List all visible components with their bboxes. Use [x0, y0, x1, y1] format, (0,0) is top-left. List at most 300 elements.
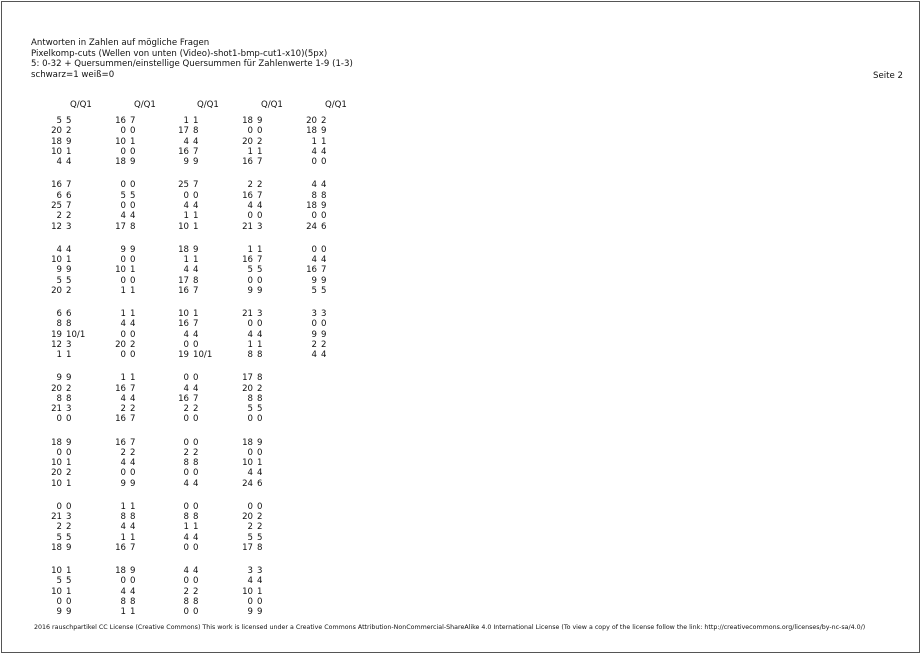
table-row [221, 157, 281, 167]
value-q: 8 [247, 350, 253, 361]
value-q1: 8 [257, 350, 263, 361]
table-row [30, 607, 90, 617]
table-row [221, 597, 281, 607]
table-row [157, 587, 217, 597]
value-q1: 2 [257, 136, 263, 147]
value-q1: 1 [193, 522, 199, 533]
value-q: 6 [56, 190, 62, 201]
value-q: 16 [178, 285, 189, 296]
table-row [157, 458, 217, 468]
value-q1: 1 [257, 339, 263, 350]
table-row [221, 512, 281, 522]
table-row [285, 191, 345, 201]
value-q1: 5 [257, 532, 263, 543]
value-q1: 4 [321, 180, 327, 191]
table-row [285, 137, 345, 147]
value-q: 10 [51, 146, 62, 157]
value-q1: 2 [66, 468, 72, 479]
table-row [94, 222, 154, 232]
value-q: 0 [120, 126, 126, 137]
value-q1: 9 [66, 543, 72, 553]
value-q1: 4 [321, 350, 327, 361]
value-q1: 3 [257, 221, 263, 232]
value-q: 5 [247, 404, 253, 415]
value-q1: 0 [257, 597, 263, 607]
value-q1: 8 [321, 190, 327, 201]
value-q: 5 [56, 116, 62, 126]
table-row [221, 137, 281, 147]
value-q: 0 [311, 211, 317, 222]
table-row [221, 116, 281, 126]
value-q1: 4 [193, 136, 199, 147]
table-row [221, 587, 281, 597]
table-row [285, 116, 345, 126]
value-q1: 9 [66, 607, 72, 618]
table-row [221, 245, 281, 255]
table-row [221, 522, 281, 532]
value-q1: 1 [66, 350, 72, 361]
value-q1: 0 [66, 447, 72, 458]
value-q: 0 [120, 350, 126, 361]
value-q1: 2 [66, 285, 72, 296]
value-q: 0 [120, 146, 126, 157]
value-q1: 1 [130, 265, 136, 276]
value-q: 16 [115, 383, 126, 394]
value-q1: 2 [66, 383, 72, 394]
value-q1: 9 [130, 566, 136, 577]
value-q1: 9 [66, 373, 72, 384]
value-q1: 9 [193, 157, 199, 168]
value-q: 0 [247, 447, 253, 458]
value-q1: 8 [257, 373, 263, 384]
value-q1: 0 [193, 543, 199, 553]
value-q: 4 [183, 383, 189, 394]
value-q: 10 [242, 458, 253, 469]
value-q1: 0 [193, 437, 199, 448]
table-row [94, 512, 154, 522]
table-row [221, 414, 281, 424]
value-q: 0 [120, 576, 126, 587]
value-q1: 0 [66, 597, 72, 607]
value-q: 21 [51, 512, 62, 523]
value-q: 4 [120, 458, 126, 469]
table-row [30, 404, 90, 414]
value-q1: 9 [321, 126, 327, 137]
value-q: 18 [51, 543, 62, 553]
value-q1: 3 [321, 308, 327, 319]
value-q: 4 [183, 265, 189, 276]
value-q: 1 [120, 607, 126, 618]
table-row [30, 587, 90, 597]
value-q: 4 [56, 157, 62, 168]
table-row [221, 576, 281, 586]
table-row [285, 211, 345, 221]
table-row [157, 137, 217, 147]
table-row [221, 201, 281, 211]
value-q1: 4 [193, 532, 199, 543]
value-q: 4 [247, 576, 253, 587]
value-q: 18 [115, 157, 126, 168]
table-row [157, 350, 217, 360]
value-q: 16 [115, 543, 126, 553]
value-q: 9 [120, 244, 126, 255]
value-q: 0 [247, 211, 253, 222]
value-q1: 0 [257, 447, 263, 458]
value-q: 4 [311, 254, 317, 265]
value-q: 3 [247, 566, 253, 577]
value-q1: 8 [193, 597, 199, 607]
value-q: 18 [242, 437, 253, 448]
value-q: 17 [242, 373, 253, 384]
value-q1: 0 [130, 254, 136, 265]
value-q1: 1 [130, 373, 136, 384]
value-q: 18 [242, 116, 253, 126]
value-q: 1 [120, 285, 126, 296]
value-q: 17 [178, 275, 189, 286]
value-q1: 0 [66, 414, 72, 425]
value-q1: 1 [130, 285, 136, 296]
value-q1: 1 [130, 136, 136, 147]
value-q1: 5 [257, 404, 263, 415]
value-q: 0 [311, 244, 317, 255]
table-row [30, 448, 90, 458]
value-q1: 0 [257, 501, 263, 512]
value-q: 10 [178, 221, 189, 232]
value-q: 10 [51, 478, 62, 489]
value-q1: 1 [130, 532, 136, 543]
table-row [30, 286, 90, 296]
table-row [157, 448, 217, 458]
table-row [157, 576, 217, 586]
value-q1: 2 [321, 339, 327, 350]
value-q: 0 [247, 597, 253, 607]
value-q1: 9 [193, 244, 199, 255]
table-row [221, 438, 281, 448]
value-q: 8 [183, 597, 189, 607]
column-header: Q/Q1 [134, 100, 156, 110]
table-row [157, 468, 217, 478]
value-q: 0 [247, 275, 253, 286]
value-q: 18 [51, 136, 62, 147]
table-row [221, 330, 281, 340]
table-row [30, 458, 90, 468]
value-q: 20 [242, 383, 253, 394]
value-q1: 3 [257, 308, 263, 319]
value-q1: 5 [66, 275, 72, 286]
table-row [94, 607, 154, 617]
value-q: 4 [183, 329, 189, 340]
value-q1: 4 [130, 211, 136, 222]
value-q: 4 [183, 478, 189, 489]
value-q1: 9 [130, 478, 136, 489]
table-row [157, 438, 217, 448]
table-row [157, 276, 217, 286]
table-row [94, 286, 154, 296]
table-row [30, 222, 90, 232]
table-row [285, 286, 345, 296]
value-q1: 5 [66, 532, 72, 543]
value-q: 1 [183, 211, 189, 222]
value-q1: 0 [193, 339, 199, 350]
value-q: 1 [120, 373, 126, 384]
value-q1: 8 [66, 393, 72, 404]
value-q: 1 [183, 116, 189, 126]
table-row [94, 394, 154, 404]
value-q: 19 [51, 329, 62, 340]
value-q1: 9 [130, 157, 136, 168]
value-q: 24 [306, 221, 317, 232]
table-row [157, 126, 217, 136]
table-row [157, 533, 217, 543]
value-q1: 2 [193, 404, 199, 415]
value-q1: 0 [257, 211, 263, 222]
value-q1: 5 [66, 116, 72, 126]
value-q: 9 [183, 157, 189, 168]
value-q: 4 [247, 200, 253, 211]
table-row [221, 479, 281, 489]
value-q: 9 [56, 607, 62, 618]
value-q1: 1 [66, 586, 72, 597]
value-q: 10 [51, 458, 62, 469]
value-q1: 6 [257, 478, 263, 489]
table-row [285, 157, 345, 167]
value-q: 4 [183, 532, 189, 543]
value-q: 20 [51, 383, 62, 394]
value-q1: 8 [193, 126, 199, 137]
table-row [30, 191, 90, 201]
value-q: 0 [120, 275, 126, 286]
value-q1: 4 [193, 265, 199, 276]
table-row [221, 191, 281, 201]
value-q1: 7 [130, 437, 136, 448]
value-q: 0 [183, 576, 189, 587]
table-row [30, 522, 90, 532]
value-q: 5 [56, 532, 62, 543]
table-row [94, 191, 154, 201]
value-q1: 4 [130, 458, 136, 469]
value-q: 2 [120, 447, 126, 458]
value-q1: 2 [66, 126, 72, 137]
value-q: 0 [183, 339, 189, 350]
value-q1: 0 [321, 244, 327, 255]
value-q1: 9 [257, 437, 263, 448]
value-q: 4 [120, 522, 126, 533]
value-q: 1 [247, 339, 253, 350]
value-q1: 4 [130, 393, 136, 404]
table-row [30, 479, 90, 489]
table-row [94, 522, 154, 532]
table-row [30, 157, 90, 167]
table-row [157, 543, 217, 553]
value-q: 2 [120, 404, 126, 415]
value-q: 1 [247, 244, 253, 255]
value-q: 0 [183, 373, 189, 384]
table-row [221, 211, 281, 221]
value-q1: 9 [321, 200, 327, 211]
value-q: 8 [311, 190, 317, 201]
table-row [30, 180, 90, 190]
table-row [94, 533, 154, 543]
value-q: 9 [56, 265, 62, 276]
value-q: 0 [183, 190, 189, 201]
value-q1: 1 [66, 146, 72, 157]
table-row [285, 276, 345, 286]
table-row [30, 543, 90, 553]
value-q: 18 [306, 200, 317, 211]
table-row [285, 330, 345, 340]
table-row [285, 126, 345, 136]
value-q: 0 [183, 543, 189, 553]
table-row [285, 245, 345, 255]
value-q: 25 [51, 200, 62, 211]
table-row [157, 384, 217, 394]
value-q: 19 [178, 350, 189, 361]
value-q: 0 [183, 501, 189, 512]
table-row [221, 265, 281, 275]
value-q1: 4 [66, 157, 72, 168]
table-row [221, 255, 281, 265]
table-row [221, 607, 281, 617]
value-q: 17 [242, 543, 253, 553]
table-row [157, 597, 217, 607]
table-row [30, 340, 90, 350]
value-q1: 0 [130, 146, 136, 157]
value-q1: 1 [257, 458, 263, 469]
table-row [94, 126, 154, 136]
value-q: 1 [247, 146, 253, 157]
value-q: 2 [183, 586, 189, 597]
table-row [94, 255, 154, 265]
table-row [157, 414, 217, 424]
table-row [221, 404, 281, 414]
value-q1: 2 [130, 404, 136, 415]
table-row [94, 330, 154, 340]
table-row [221, 222, 281, 232]
value-q1: 8 [257, 393, 263, 404]
value-q1: 1 [130, 308, 136, 319]
value-q1: 2 [193, 586, 199, 597]
table-row [221, 373, 281, 383]
value-q: 20 [115, 339, 126, 350]
table-row [94, 245, 154, 255]
value-q: 8 [183, 458, 189, 469]
value-q1: 5 [257, 265, 263, 276]
value-q1: 1 [193, 211, 199, 222]
value-q1: 1 [193, 221, 199, 232]
table-row [30, 137, 90, 147]
value-q: 8 [183, 512, 189, 523]
value-q1: 4 [257, 468, 263, 479]
table-row [94, 468, 154, 478]
value-q: 18 [306, 126, 317, 137]
table-row [157, 373, 217, 383]
value-q: 21 [242, 221, 253, 232]
table-row [157, 309, 217, 319]
value-q: 20 [242, 136, 253, 147]
table-row [221, 180, 281, 190]
value-q: 20 [306, 116, 317, 126]
value-q: 16 [242, 190, 253, 201]
value-q1: 3 [66, 404, 72, 415]
table-row [157, 147, 217, 157]
value-q1: 8 [257, 543, 263, 553]
value-q: 5 [56, 576, 62, 587]
table-row [30, 147, 90, 157]
value-q1: 7 [66, 180, 72, 191]
value-q1: 7 [193, 393, 199, 404]
table-row [157, 479, 217, 489]
table-row [285, 309, 345, 319]
value-q: 5 [120, 190, 126, 201]
table-row [285, 340, 345, 350]
value-q1: 1 [66, 458, 72, 469]
value-q: 10 [51, 566, 62, 577]
value-q1: 6 [66, 190, 72, 201]
value-q: 5 [56, 275, 62, 286]
table-row [30, 566, 90, 576]
column-header: Q/Q1 [325, 100, 347, 110]
header-legend: schwarz=1 weiß=0 [31, 69, 115, 80]
table-row [30, 438, 90, 448]
value-q1: 0 [321, 319, 327, 330]
value-q1: 1 [257, 146, 263, 157]
table-row [221, 448, 281, 458]
table-row [30, 502, 90, 512]
license-footer: 2016 rauschpartikel CC License (Creative Commons) This work is licensed under a Creative Commons Attribution-NonCommercial-ShareAlike 4.0 International License (To view a copy of the license follow the link: http://creativecommons.org/licenses/by-nc-sa/4.0/) [34, 624, 866, 631]
table-row [94, 147, 154, 157]
value-q1: 7 [66, 200, 72, 211]
table-row [30, 255, 90, 265]
value-q1: 3 [66, 339, 72, 350]
table-row [94, 319, 154, 329]
value-q: 4 [311, 146, 317, 157]
value-q: 20 [51, 285, 62, 296]
value-q: 16 [51, 180, 62, 191]
column-header: Q/Q1 [261, 100, 283, 110]
table-row [30, 414, 90, 424]
table-row [94, 116, 154, 126]
table-row [157, 222, 217, 232]
table-row [94, 414, 154, 424]
value-q: 2 [56, 522, 62, 533]
value-q: 1 [183, 522, 189, 533]
value-q1: 3 [257, 566, 263, 577]
value-q1: 9 [321, 275, 327, 286]
value-q: 12 [51, 221, 62, 232]
value-q: 16 [115, 414, 126, 425]
value-q: 8 [56, 393, 62, 404]
value-q1: 4 [130, 522, 136, 533]
value-q1: 4 [66, 244, 72, 255]
value-q: 10 [115, 265, 126, 276]
value-q1: 8 [130, 597, 136, 607]
value-q: 4 [311, 350, 317, 361]
table-row [94, 566, 154, 576]
table-row [94, 137, 154, 147]
value-q1: 2 [130, 339, 136, 350]
value-q1: 7 [193, 285, 199, 296]
value-q: 1 [120, 532, 126, 543]
table-row [157, 180, 217, 190]
value-q1: 2 [66, 522, 72, 533]
value-q: 16 [242, 157, 253, 168]
value-q1: 9 [257, 607, 263, 618]
value-q1: 7 [193, 146, 199, 157]
value-q: 0 [247, 414, 253, 425]
table-row [30, 245, 90, 255]
value-q: 17 [178, 126, 189, 137]
value-q: 0 [247, 319, 253, 330]
